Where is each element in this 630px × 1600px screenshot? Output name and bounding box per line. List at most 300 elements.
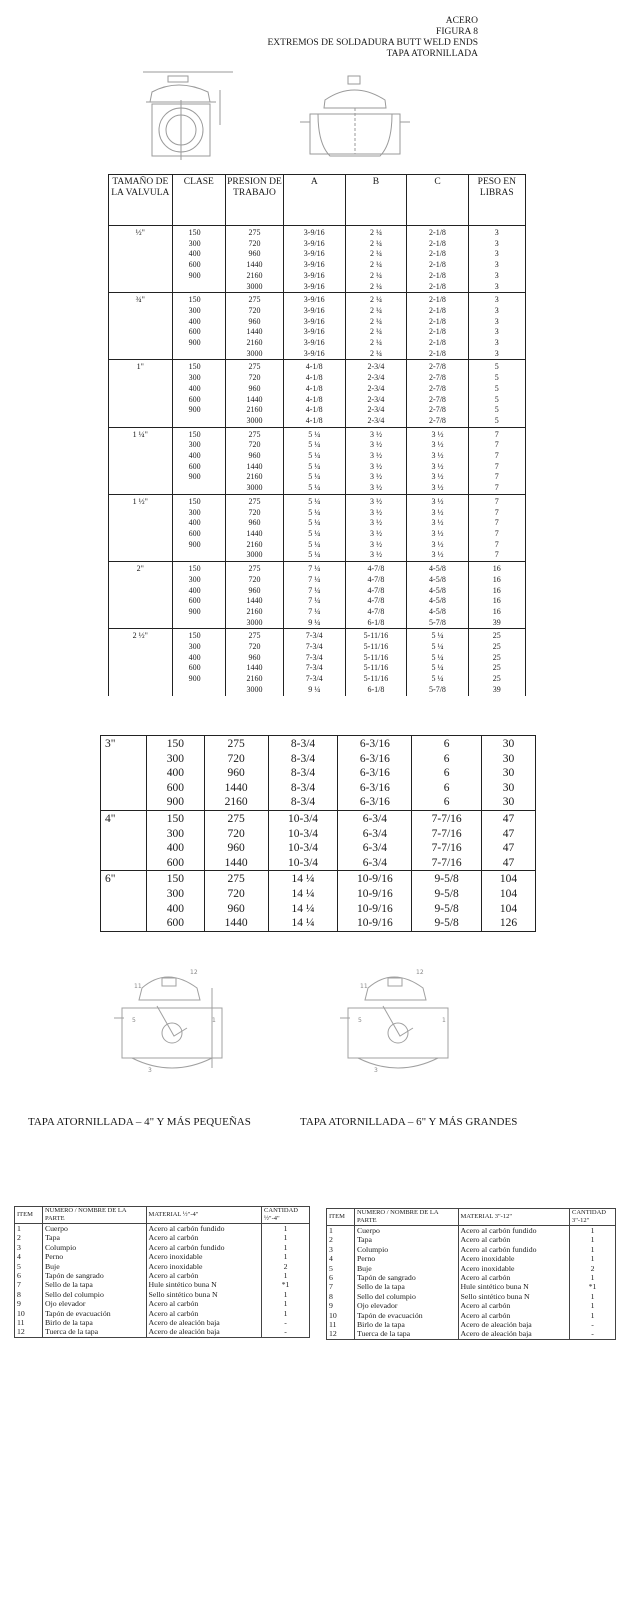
svg-text:3: 3 <box>148 1067 152 1074</box>
part-item-cell: 8 <box>15 1290 43 1299</box>
part-name-cell: Tapa <box>42 1233 146 1242</box>
parts-row <box>327 1320 616 1329</box>
parts-small-header-material: MATERIAL ½"-4" <box>146 1207 262 1224</box>
part-name-cell: Cuerpo <box>42 1224 146 1234</box>
pressure-cell: 275 <box>225 427 283 440</box>
part-name-cell: Sello de la tapa <box>42 1280 146 1289</box>
class-cell: 600 <box>172 395 225 406</box>
part-qty-cell: - <box>570 1329 616 1339</box>
class-cell: 400 <box>172 586 225 597</box>
header-ends: EXTREMOS DE SOLDADURA BUTT WELD ENDS <box>267 38 478 48</box>
dim-b-cell: 6-3/4 <box>338 841 412 856</box>
dim-b-cell: 4-7/8 <box>345 562 407 575</box>
dim-a-cell: 8-3/4 <box>268 781 338 796</box>
dim-b-cell: 2 ¼ <box>345 338 407 349</box>
class-cell: 150 <box>146 736 204 752</box>
part-name-cell: Tuerca de la tapa <box>42 1327 146 1337</box>
dim-c-cell: 2-7/8 <box>407 405 468 416</box>
weight-cell: 3 <box>468 306 525 317</box>
dim-b-cell: 10-9/16 <box>338 871 412 887</box>
parts-large-header-item: ITEM <box>327 1209 355 1226</box>
size-cell: 1 ½" <box>109 494 173 507</box>
part-name-cell: Tapón de sangrado <box>354 1273 458 1282</box>
weight-cell: 47 <box>482 841 536 856</box>
part-item-cell: 9 <box>15 1299 43 1308</box>
size-cell <box>101 781 147 796</box>
weight-cell: 5 <box>468 373 525 384</box>
part-qty-cell: *1 <box>570 1282 616 1291</box>
table-row <box>101 841 536 856</box>
weight-cell: 47 <box>482 856 536 871</box>
valve-front-drawing <box>300 74 410 164</box>
size-cell <box>109 642 173 653</box>
size-cell <box>109 462 173 473</box>
part-item-cell: 11 <box>327 1320 355 1329</box>
pressure-cell: 2160 <box>225 540 283 551</box>
part-name-cell: Birlo de la tapa <box>354 1320 458 1329</box>
weight-cell: 5 <box>468 395 525 406</box>
dim-c-cell: 6 <box>412 766 482 781</box>
dim-a-cell: 8-3/4 <box>268 736 338 752</box>
size-cell <box>109 395 173 406</box>
table-row <box>109 663 526 674</box>
class-cell: 900 <box>172 338 225 349</box>
class-cell <box>172 618 225 629</box>
part-qty-cell: - <box>570 1320 616 1329</box>
table-row <box>101 916 536 931</box>
svg-text:5: 5 <box>132 1017 136 1024</box>
dim-c-cell: 5 ¼ <box>407 663 468 674</box>
dim-b-cell: 4-7/8 <box>345 575 407 586</box>
part-name-cell: Columpio <box>42 1243 146 1252</box>
weight-cell: 30 <box>482 795 536 810</box>
dim-a-cell: 7-3/4 <box>283 629 345 642</box>
parts-row <box>327 1301 616 1310</box>
dim-c-cell: 2-1/8 <box>407 349 468 360</box>
size-cell <box>101 856 147 871</box>
class-cell: 150 <box>172 360 225 373</box>
table-row <box>109 338 526 349</box>
dim-c-cell: 7-7/16 <box>412 827 482 842</box>
dim-a-cell: 3-9/16 <box>283 239 345 250</box>
table-row <box>109 674 526 685</box>
part-qty-cell: 1 <box>262 1233 310 1242</box>
table-row <box>109 618 526 629</box>
pressure-cell: 1440 <box>204 916 268 931</box>
part-qty-cell: 2 <box>570 1264 616 1273</box>
part-item-cell: 7 <box>327 1282 355 1291</box>
class-cell: 300 <box>172 373 225 384</box>
dim-b-cell: 2 ¼ <box>345 349 407 360</box>
dim-c-cell: 2-1/8 <box>407 327 468 338</box>
dim-c-cell: 9-5/8 <box>412 871 482 887</box>
table-row <box>101 887 536 902</box>
pressure-cell: 2160 <box>204 795 268 810</box>
table-row <box>109 384 526 395</box>
dim-a-cell: 7-3/4 <box>283 674 345 685</box>
weight-cell: 25 <box>468 653 525 664</box>
size-cell <box>109 349 173 360</box>
parts-row <box>15 1327 310 1337</box>
dim-b-cell: 4-7/8 <box>345 596 407 607</box>
weight-cell: 7 <box>468 472 525 483</box>
dim-b-cell: 3 ½ <box>345 440 407 451</box>
dim-a-cell: 10-3/4 <box>268 856 338 871</box>
dim-b-cell: 6-3/16 <box>338 766 412 781</box>
class-cell: 400 <box>172 518 225 529</box>
part-qty-cell: 1 <box>570 1254 616 1263</box>
spec-table-body <box>109 226 526 696</box>
part-name-cell: Buje <box>42 1262 146 1271</box>
part-material-cell: Hule sintético buna N <box>458 1282 570 1291</box>
parts-large-header-material: MATERIAL 3"-12" <box>458 1209 570 1226</box>
size-cell <box>109 663 173 674</box>
table-row <box>109 327 526 338</box>
dim-c-cell: 4-5/8 <box>407 562 468 575</box>
svg-text:12: 12 <box>416 969 424 976</box>
pressure-cell: 960 <box>204 766 268 781</box>
table-row <box>109 317 526 328</box>
dim-a-cell: 8-3/4 <box>268 752 338 767</box>
parts-row <box>15 1309 310 1318</box>
dim-b-cell: 6-1/8 <box>345 618 407 629</box>
table-row <box>109 685 526 696</box>
weight-cell: 5 <box>468 405 525 416</box>
dim-b-cell: 2 ¼ <box>345 317 407 328</box>
table-row <box>109 508 526 519</box>
part-item-cell: 7 <box>15 1280 43 1289</box>
part-name-cell: Tuerca de la tapa <box>354 1329 458 1339</box>
table-row <box>109 529 526 540</box>
dim-b-cell: 2-3/4 <box>345 405 407 416</box>
document-header <box>268 16 479 60</box>
dim-a-cell: 14 ¼ <box>268 916 338 931</box>
dim-a-cell: 8-3/4 <box>268 766 338 781</box>
parts-row <box>15 1290 310 1299</box>
pressure-cell: 1440 <box>204 781 268 796</box>
size-cell <box>109 508 173 519</box>
dim-a-cell: 7-3/4 <box>283 663 345 674</box>
dim-c-cell: 3 ½ <box>407 472 468 483</box>
weight-cell: 3 <box>468 338 525 349</box>
pressure-cell: 720 <box>204 887 268 902</box>
part-qty-cell: 1 <box>570 1311 616 1320</box>
part-qty-cell: *1 <box>262 1280 310 1289</box>
weight-cell: 7 <box>468 540 525 551</box>
table-row <box>101 871 536 887</box>
size-cell <box>109 518 173 529</box>
dim-c-cell: 5 ¼ <box>407 629 468 642</box>
weight-cell: 3 <box>468 293 525 306</box>
parts-row <box>15 1271 310 1280</box>
part-material-cell: Acero inoxidable <box>146 1262 262 1271</box>
part-item-cell: 4 <box>15 1252 43 1261</box>
weight-cell: 3 <box>468 249 525 260</box>
part-qty-cell: 1 <box>570 1235 616 1244</box>
table-row <box>109 239 526 250</box>
weight-cell: 16 <box>468 586 525 597</box>
size-cell <box>109 317 173 328</box>
class-cell: 400 <box>172 317 225 328</box>
dim-a-cell: 9 ¼ <box>283 685 345 696</box>
pressure-cell: 720 <box>225 642 283 653</box>
dim-c-cell: 2-7/8 <box>407 360 468 373</box>
dim-a-cell: 10-3/4 <box>268 841 338 856</box>
part-qty-cell: 1 <box>262 1252 310 1261</box>
size-cell <box>101 841 147 856</box>
dim-c-cell: 6 <box>412 781 482 796</box>
size-cell <box>109 239 173 250</box>
table-row <box>109 462 526 473</box>
dim-a-cell: 3-9/16 <box>283 260 345 271</box>
pressure-cell: 2160 <box>225 271 283 282</box>
size-cell: 1" <box>109 360 173 373</box>
table-row <box>109 642 526 653</box>
table-row <box>109 586 526 597</box>
dim-a-cell: 5 ¼ <box>283 529 345 540</box>
part-name-cell: Ojo elevador <box>354 1301 458 1310</box>
class-cell: 600 <box>172 596 225 607</box>
part-item-cell: 2 <box>15 1233 43 1242</box>
part-material-cell: Acero de aleación baja <box>458 1320 570 1329</box>
size-cell <box>109 596 173 607</box>
weight-cell: 7 <box>468 462 525 473</box>
size-cell: 3" <box>101 736 147 752</box>
part-name-cell: Columpio <box>354 1245 458 1254</box>
dim-a-cell: 3-9/16 <box>283 306 345 317</box>
class-cell <box>172 349 225 360</box>
dim-b-cell: 6-3/16 <box>338 736 412 752</box>
pressure-cell: 960 <box>225 653 283 664</box>
weight-cell: 3 <box>468 271 525 282</box>
dim-a-cell: 3-9/16 <box>283 226 345 239</box>
class-cell: 600 <box>172 327 225 338</box>
dim-c-cell: 2-1/8 <box>407 306 468 317</box>
dim-b-cell: 3 ½ <box>345 462 407 473</box>
table-row <box>109 451 526 462</box>
weight-cell: 5 <box>468 416 525 427</box>
parts-row <box>327 1311 616 1320</box>
table-row <box>109 226 526 239</box>
weight-cell: 126 <box>482 916 536 931</box>
pressure-cell: 3000 <box>225 685 283 696</box>
dim-b-cell: 2 ¼ <box>345 260 407 271</box>
part-item-cell: 12 <box>15 1327 43 1337</box>
dim-c-cell: 3 ½ <box>407 508 468 519</box>
weight-cell: 3 <box>468 239 525 250</box>
class-cell: 900 <box>172 405 225 416</box>
dim-c-cell: 2-1/8 <box>407 239 468 250</box>
table-row <box>101 856 536 871</box>
dim-c-cell: 7-7/16 <box>412 810 482 826</box>
pressure-cell: 720 <box>225 575 283 586</box>
dim-b-cell: 5-11/16 <box>345 629 407 642</box>
weight-cell: 7 <box>468 529 525 540</box>
dim-b-cell: 3 ½ <box>345 550 407 561</box>
part-qty-cell: 1 <box>570 1301 616 1310</box>
pressure-cell: 275 <box>204 736 268 752</box>
pressure-cell: 3000 <box>225 416 283 427</box>
dim-a-cell: 10-3/4 <box>268 827 338 842</box>
parts-row <box>327 1273 616 1282</box>
dim-a-cell: 4-1/8 <box>283 395 345 406</box>
dim-b-cell: 6-1/8 <box>345 685 407 696</box>
table-row <box>101 902 536 917</box>
class-cell: 400 <box>172 653 225 664</box>
dim-a-cell: 5 ¼ <box>283 494 345 507</box>
table-row <box>109 306 526 317</box>
class-cell: 150 <box>146 810 204 826</box>
dim-a-cell: 7-3/4 <box>283 653 345 664</box>
pressure-cell: 275 <box>225 226 283 239</box>
table-row <box>109 629 526 642</box>
pressure-cell: 960 <box>225 586 283 597</box>
dim-a-cell: 4-1/8 <box>283 360 345 373</box>
table-row <box>109 282 526 293</box>
dim-c-cell: 6 <box>412 752 482 767</box>
parts-row <box>327 1226 616 1236</box>
table-row <box>109 360 526 373</box>
class-cell: 150 <box>172 562 225 575</box>
dim-b-cell: 2 ¼ <box>345 282 407 293</box>
table-row <box>109 349 526 360</box>
part-item-cell: 9 <box>327 1301 355 1310</box>
parts-small-header-item: ITEM <box>15 1207 43 1224</box>
dim-b-cell: 3 ½ <box>345 451 407 462</box>
dim-c-cell: 6 <box>412 795 482 810</box>
dim-a-cell: 5 ¼ <box>283 472 345 483</box>
table-row <box>109 540 526 551</box>
class-cell: 300 <box>172 508 225 519</box>
pressure-cell: 960 <box>225 518 283 529</box>
dim-b-cell: 2-3/4 <box>345 384 407 395</box>
part-material-cell: Acero al carbón <box>146 1309 262 1318</box>
class-cell: 600 <box>172 663 225 674</box>
table-row <box>109 260 526 271</box>
class-cell: 900 <box>146 795 204 810</box>
part-material-cell: Acero al carbón fundido <box>458 1245 570 1254</box>
dim-a-cell: 5 ¼ <box>283 462 345 473</box>
dim-c-cell: 2-7/8 <box>407 373 468 384</box>
pressure-cell: 1440 <box>225 529 283 540</box>
part-qty-cell: 1 <box>262 1290 310 1299</box>
class-cell: 300 <box>172 239 225 250</box>
class-cell: 150 <box>172 629 225 642</box>
dim-a-cell: 5 ¼ <box>283 483 345 494</box>
dim-b-cell: 6-3/16 <box>338 795 412 810</box>
dim-a-cell: 7 ¼ <box>283 575 345 586</box>
table-row <box>109 271 526 282</box>
size-cell <box>109 586 173 597</box>
pressure-cell: 1440 <box>225 663 283 674</box>
dim-a-cell: 14 ¼ <box>268 887 338 902</box>
dim-a-cell: 7 ¼ <box>283 596 345 607</box>
weight-cell: 3 <box>468 317 525 328</box>
class-cell: 150 <box>172 427 225 440</box>
pressure-cell: 960 <box>225 384 283 395</box>
dim-b-cell: 5-11/16 <box>345 663 407 674</box>
part-qty-cell: 1 <box>570 1273 616 1282</box>
size-cell <box>109 249 173 260</box>
part-qty-cell: 1 <box>570 1292 616 1301</box>
size-cell: 1 ¼" <box>109 427 173 440</box>
dim-c-cell: 2-7/8 <box>407 416 468 427</box>
dim-b-cell: 2 ¼ <box>345 293 407 306</box>
pressure-cell: 720 <box>204 827 268 842</box>
dim-b-cell: 10-9/16 <box>338 887 412 902</box>
size-cell <box>109 440 173 451</box>
weight-cell: 7 <box>468 518 525 529</box>
table-row <box>109 395 526 406</box>
parts-table-small <box>14 1206 310 1338</box>
class-cell: 300 <box>172 642 225 653</box>
pressure-cell: 2160 <box>225 607 283 618</box>
dim-c-cell: 2-1/8 <box>407 260 468 271</box>
class-cell: 400 <box>146 841 204 856</box>
pressure-cell: 1440 <box>225 395 283 406</box>
table-row <box>101 766 536 781</box>
part-item-cell: 8 <box>327 1292 355 1301</box>
class-cell: 600 <box>172 260 225 271</box>
weight-cell: 47 <box>482 810 536 826</box>
part-item-cell: 2 <box>327 1235 355 1244</box>
dim-c-cell: 2-1/8 <box>407 249 468 260</box>
weight-cell: 7 <box>468 451 525 462</box>
size-cell <box>109 550 173 561</box>
table-row <box>109 575 526 586</box>
dim-c-cell: 4-5/8 <box>407 575 468 586</box>
table-row <box>109 607 526 618</box>
dim-c-cell: 9-5/8 <box>412 887 482 902</box>
dim-b-cell: 3 ½ <box>345 508 407 519</box>
part-item-cell: 10 <box>15 1309 43 1318</box>
dim-c-cell: 2-1/8 <box>407 338 468 349</box>
pressure-cell: 275 <box>225 629 283 642</box>
part-material-cell: Acero al carbón <box>146 1233 262 1242</box>
part-qty-cell: 1 <box>262 1271 310 1280</box>
pressure-cell: 960 <box>204 841 268 856</box>
pressure-cell: 720 <box>225 508 283 519</box>
table-row <box>101 752 536 767</box>
dim-c-cell: 5 ¼ <box>407 642 468 653</box>
class-cell: 600 <box>172 529 225 540</box>
dim-b-cell: 3 ½ <box>345 427 407 440</box>
part-material-cell: Hule sintético buna N <box>146 1280 262 1289</box>
dim-a-cell: 5 ¼ <box>283 550 345 561</box>
size-cell <box>101 902 147 917</box>
size-cell <box>109 483 173 494</box>
parts-large-header-name: NUMERO / NOMBRE DE LA PARTE <box>354 1209 458 1226</box>
dim-a-cell: 10-3/4 <box>268 810 338 826</box>
size-cell <box>109 384 173 395</box>
size-cell <box>109 451 173 462</box>
part-name-cell: Perno <box>354 1254 458 1263</box>
class-cell: 600 <box>146 781 204 796</box>
parts-row <box>15 1224 310 1234</box>
part-item-cell: 6 <box>327 1273 355 1282</box>
part-name-cell: Tapón de evacuación <box>354 1311 458 1320</box>
pressure-cell: 2160 <box>225 338 283 349</box>
dim-c-cell: 5 ¼ <box>407 674 468 685</box>
pressure-cell: 720 <box>225 239 283 250</box>
part-material-cell: Acero inoxidable <box>458 1264 570 1273</box>
pressure-cell: 960 <box>225 317 283 328</box>
part-material-cell: Acero de aleación baja <box>146 1318 262 1327</box>
pressure-cell: 3000 <box>225 483 283 494</box>
parts-row <box>327 1292 616 1301</box>
part-name-cell: Sello de la tapa <box>354 1282 458 1291</box>
dim-c-cell: 5-7/8 <box>407 618 468 629</box>
